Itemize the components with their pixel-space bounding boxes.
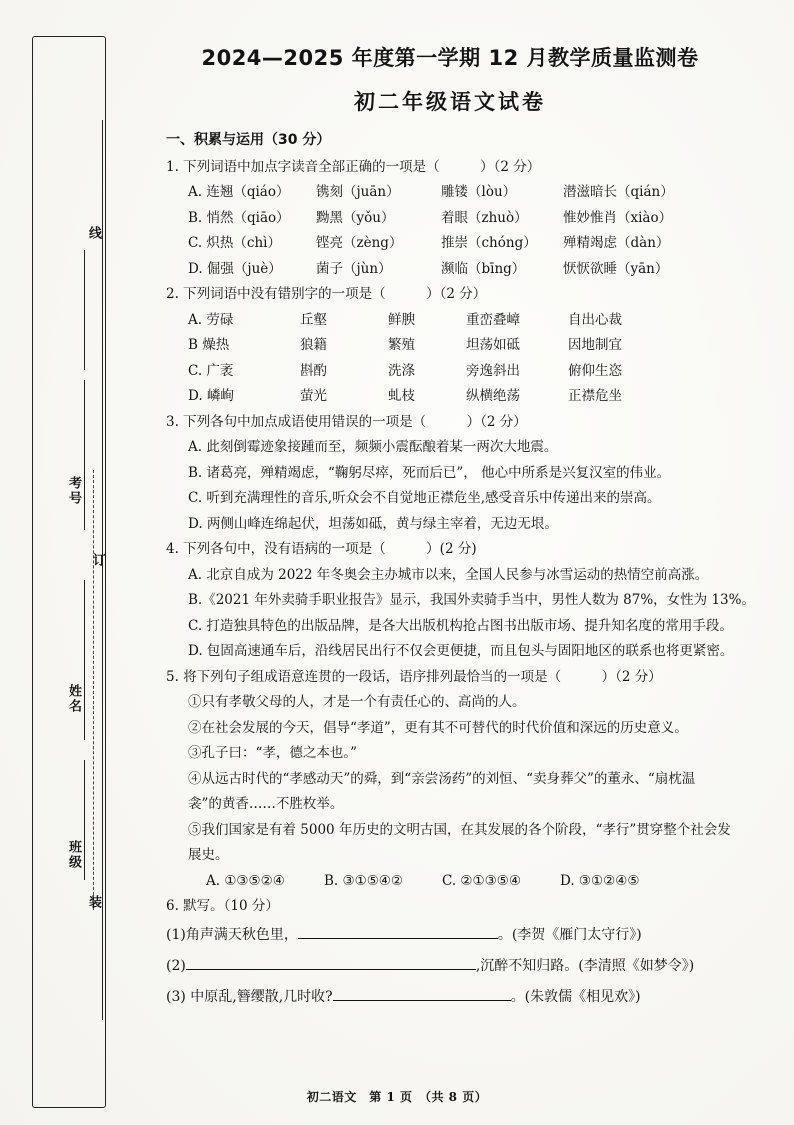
q1-b-word-3: 着眼（zhuò）: [441, 209, 528, 226]
question-5-choices: [166, 869, 772, 895]
question-3-stem: 3. 下列各句中加点成语使用错误的一项是（ ）（2 分）: [166, 413, 527, 430]
class-label: 班级: [66, 840, 81, 870]
section-heading: 一、积累与运用（30 分）: [166, 132, 331, 148]
name-blank[interactable]: [84, 580, 85, 740]
exam-title: 2024—2025 年度第一学期 12 月教学质量监测卷: [201, 46, 699, 70]
q6-line-3-after: 。(朱敦儒《相见欢》): [510, 988, 641, 1005]
binding-dash: [93, 470, 94, 910]
q1-c-word-1: C. 炽热（chì）: [188, 235, 282, 251]
q2-c-word-1: C. 广袤: [188, 362, 234, 379]
q2-d-word-5: 正襟危坐: [568, 388, 622, 404]
q6-line-2-before: (2): [166, 957, 186, 974]
question-2-option-c: [166, 359, 772, 385]
q2-a-word-2: 丘壑: [300, 311, 327, 328]
question-5-sentence-5: ⑤我们国家是有着 5000 年历史的文明古国，在其发展的各个阶段，“孝行”贯穿整个社会发: [188, 821, 731, 838]
page-footer: 初二语文 第 1 页 （共 8 页）: [306, 1090, 488, 1104]
q1-c-word-3: 推崇（chóng）: [441, 235, 537, 251]
question-2-option-a: [166, 308, 772, 334]
q2-a-word-3: 鲜腴: [388, 311, 415, 328]
question-1-option-a: [166, 180, 772, 206]
q5-choice-c: C. ②①③⑤④: [442, 872, 521, 889]
q1-a-word-2: 镌刻（juān）: [316, 184, 400, 200]
question-4-option-a: A. 北京自成为 2022 年冬奥会主办城市以来，全国人民参与冰雪运动的热情空前高涨。: [188, 566, 709, 583]
q2-d-word-1: D. 嶙峋: [188, 388, 234, 404]
question-2-option-d: [166, 384, 772, 410]
question-3-option-c: C. 听到充满理性的音乐,听众会不自觉地正襟危坐,感受音乐中传递出来的崇高。: [188, 490, 661, 506]
binding-line-label: 线: [86, 226, 101, 241]
q2-c-word-3: 洗涤: [388, 362, 415, 379]
q6-line-2: [166, 951, 772, 982]
question-5-sentence-1: ①只有孝敬父母的人，才是一个有责任心的、高尚的人。: [188, 694, 526, 710]
question-1-stem: 1. 下列词语中加点字读音全部正确的一项是（ ）（2 分）: [166, 158, 541, 175]
binding-blank-top: [84, 250, 85, 370]
q6-blank-2[interactable]: [186, 955, 476, 970]
question-5-sentence-4: ④从远古时代的“孝感动天”的舜，到“亲尝汤药”的刘恒、“卖身葬父”的董永、“扇枕温: [188, 770, 696, 787]
binding-line: [102, 120, 103, 1020]
q1-c-word-2: 铿亮（zèng）: [316, 235, 403, 251]
question-1-option-b: [166, 206, 772, 232]
q6-line-1-before: (1)角声满天秋色里，: [166, 926, 298, 943]
binding-zhuang-label: 装: [86, 895, 101, 910]
q2-a-word-4: 重峦叠嶂: [466, 311, 520, 328]
q5-choice-a: A. ①③⑤②④: [206, 872, 285, 889]
question-6-stem: 6. 默写。（10 分）: [166, 898, 279, 914]
q1-b-word-4: 惟妙惟肖（xiào）: [563, 209, 673, 226]
question-5-sentence-4-cont: 衾”的黄香……不胜枚举。: [188, 796, 344, 812]
question-4-stem: 4. 下列各句中，没有语病的一项是（ ）(2 分): [166, 541, 477, 557]
q2-d-word-2: 萤光: [300, 388, 327, 404]
question-5-sentence-5-cont: 展史。: [188, 847, 229, 863]
q2-b-word-1: B 燥热: [188, 337, 230, 353]
q6-line-3: [166, 982, 772, 1013]
q2-b-word-3: 繁殖: [388, 337, 415, 353]
question-5-sentence-3: ③孔子曰：“孝，德之本也。”: [188, 745, 358, 761]
q1-d-word-2: 菌子（jùn）: [316, 260, 392, 277]
binding-ding-label: 订: [90, 553, 105, 568]
question-3-option-d: D. 两侧山峰连绵起伏，坦荡如砥，黄与绿主宰着，无边无垠。: [188, 515, 558, 532]
q6-line-3-before: (3) 中原乱,簪缨散,几时收?: [166, 988, 333, 1005]
question-5-sentence-2: ②在社会发展的今天，倡导“孝道”，更有其不可替代的时代价值和深远的历史意义。: [188, 719, 688, 736]
q1-c-word-4: 殚精竭虑（dàn）: [563, 235, 670, 251]
q2-a-word-5: 自出心裁: [568, 311, 622, 328]
question-1-option-c: [166, 231, 772, 257]
q2-b-word-4: 坦荡如砥: [466, 337, 520, 353]
q2-b-word-5: 因地制宜: [568, 337, 622, 353]
q1-a-word-3: 雕镂（lòu）: [441, 184, 517, 200]
question-1-option-d: [166, 257, 772, 283]
binding-margin: [32, 36, 106, 1108]
exam-subtitle: 初二年级语文试卷: [354, 90, 546, 114]
q2-c-word-4: 旁逸斜出: [466, 362, 520, 379]
q2-d-word-3: 虬枝: [388, 388, 415, 404]
question-3-option-b: B. 诸葛亮，殚精竭虑，“鞠躬尽瘁，死而后已”， 他心中所系是兴复汉室的伟业。: [188, 464, 671, 481]
q1-d-word-3: 濒临（bīng）: [441, 260, 526, 277]
q2-c-word-2: 斟酌: [300, 362, 327, 379]
exam-content: [166, 128, 772, 1013]
q6-blank-3[interactable]: [333, 986, 511, 1001]
q6-line-2-after: ,沉醉不知归路。(李清照《如梦令》): [475, 957, 695, 974]
q5-choice-b: B. ③①⑤④②: [324, 872, 404, 889]
question-4-option-c: C. 打造独具特色的出版品牌，是各大出版机构抢占图书出版市场、提升知名度的常用手段。: [188, 617, 733, 634]
q6-line-1: [166, 920, 772, 951]
q6-line-1-after: 。(李贺《雁门太守行》): [497, 926, 642, 943]
question-4-option-d: D. 包固高速通车后，沿线居民出行不仅会更便捷，而且包头与固阳地区的联系也将更紧密。: [188, 643, 734, 659]
exam-no-label: 考号: [66, 476, 81, 506]
class-blank[interactable]: [84, 760, 85, 880]
question-4-option-b: B.《2021 年外卖骑手职业报告》显示，我国外卖骑手当中，男性人数为 87%，女性为 13%。: [188, 592, 755, 608]
q1-a-word-1: A. 连翘（qiáo）: [188, 184, 290, 200]
q2-d-word-4: 纵横绝荡: [466, 388, 520, 404]
question-3-option-a: A. 此刻倒霉迹象接踵而至，频频小震酝酿着某一两次大地震。: [188, 439, 558, 455]
exam-no-blank[interactable]: [84, 380, 85, 530]
q2-c-word-5: 俯仰生恣: [568, 362, 622, 379]
name-label: 姓名: [66, 684, 81, 714]
q2-a-word-1: A. 劳碌: [188, 311, 234, 328]
question-2-stem: 2. 下列词语中没有错别字的一项是（ ）（2 分）: [166, 286, 487, 302]
question-2-option-b: [166, 333, 772, 359]
q2-b-word-2: 狼籍: [300, 337, 327, 353]
q1-a-word-4: 潜滋暗长（qián）: [563, 184, 674, 200]
q1-b-word-1: B. 悄然（qiāo）: [188, 209, 290, 226]
q5-choice-d: D. ③①②④⑤: [560, 872, 640, 889]
q1-d-word-4: 恹恹欲睡（yān）: [563, 260, 669, 277]
q1-d-word-1: D. 倔强（juè）: [188, 260, 282, 277]
q1-b-word-2: 黝黑（yǒu）: [316, 209, 395, 226]
q6-blank-1[interactable]: [298, 924, 498, 939]
question-5-stem: 5. 将下列句子组成语意连贯的一段话，语序排列最恰当的一项是（ ）（2 分）: [166, 668, 662, 685]
